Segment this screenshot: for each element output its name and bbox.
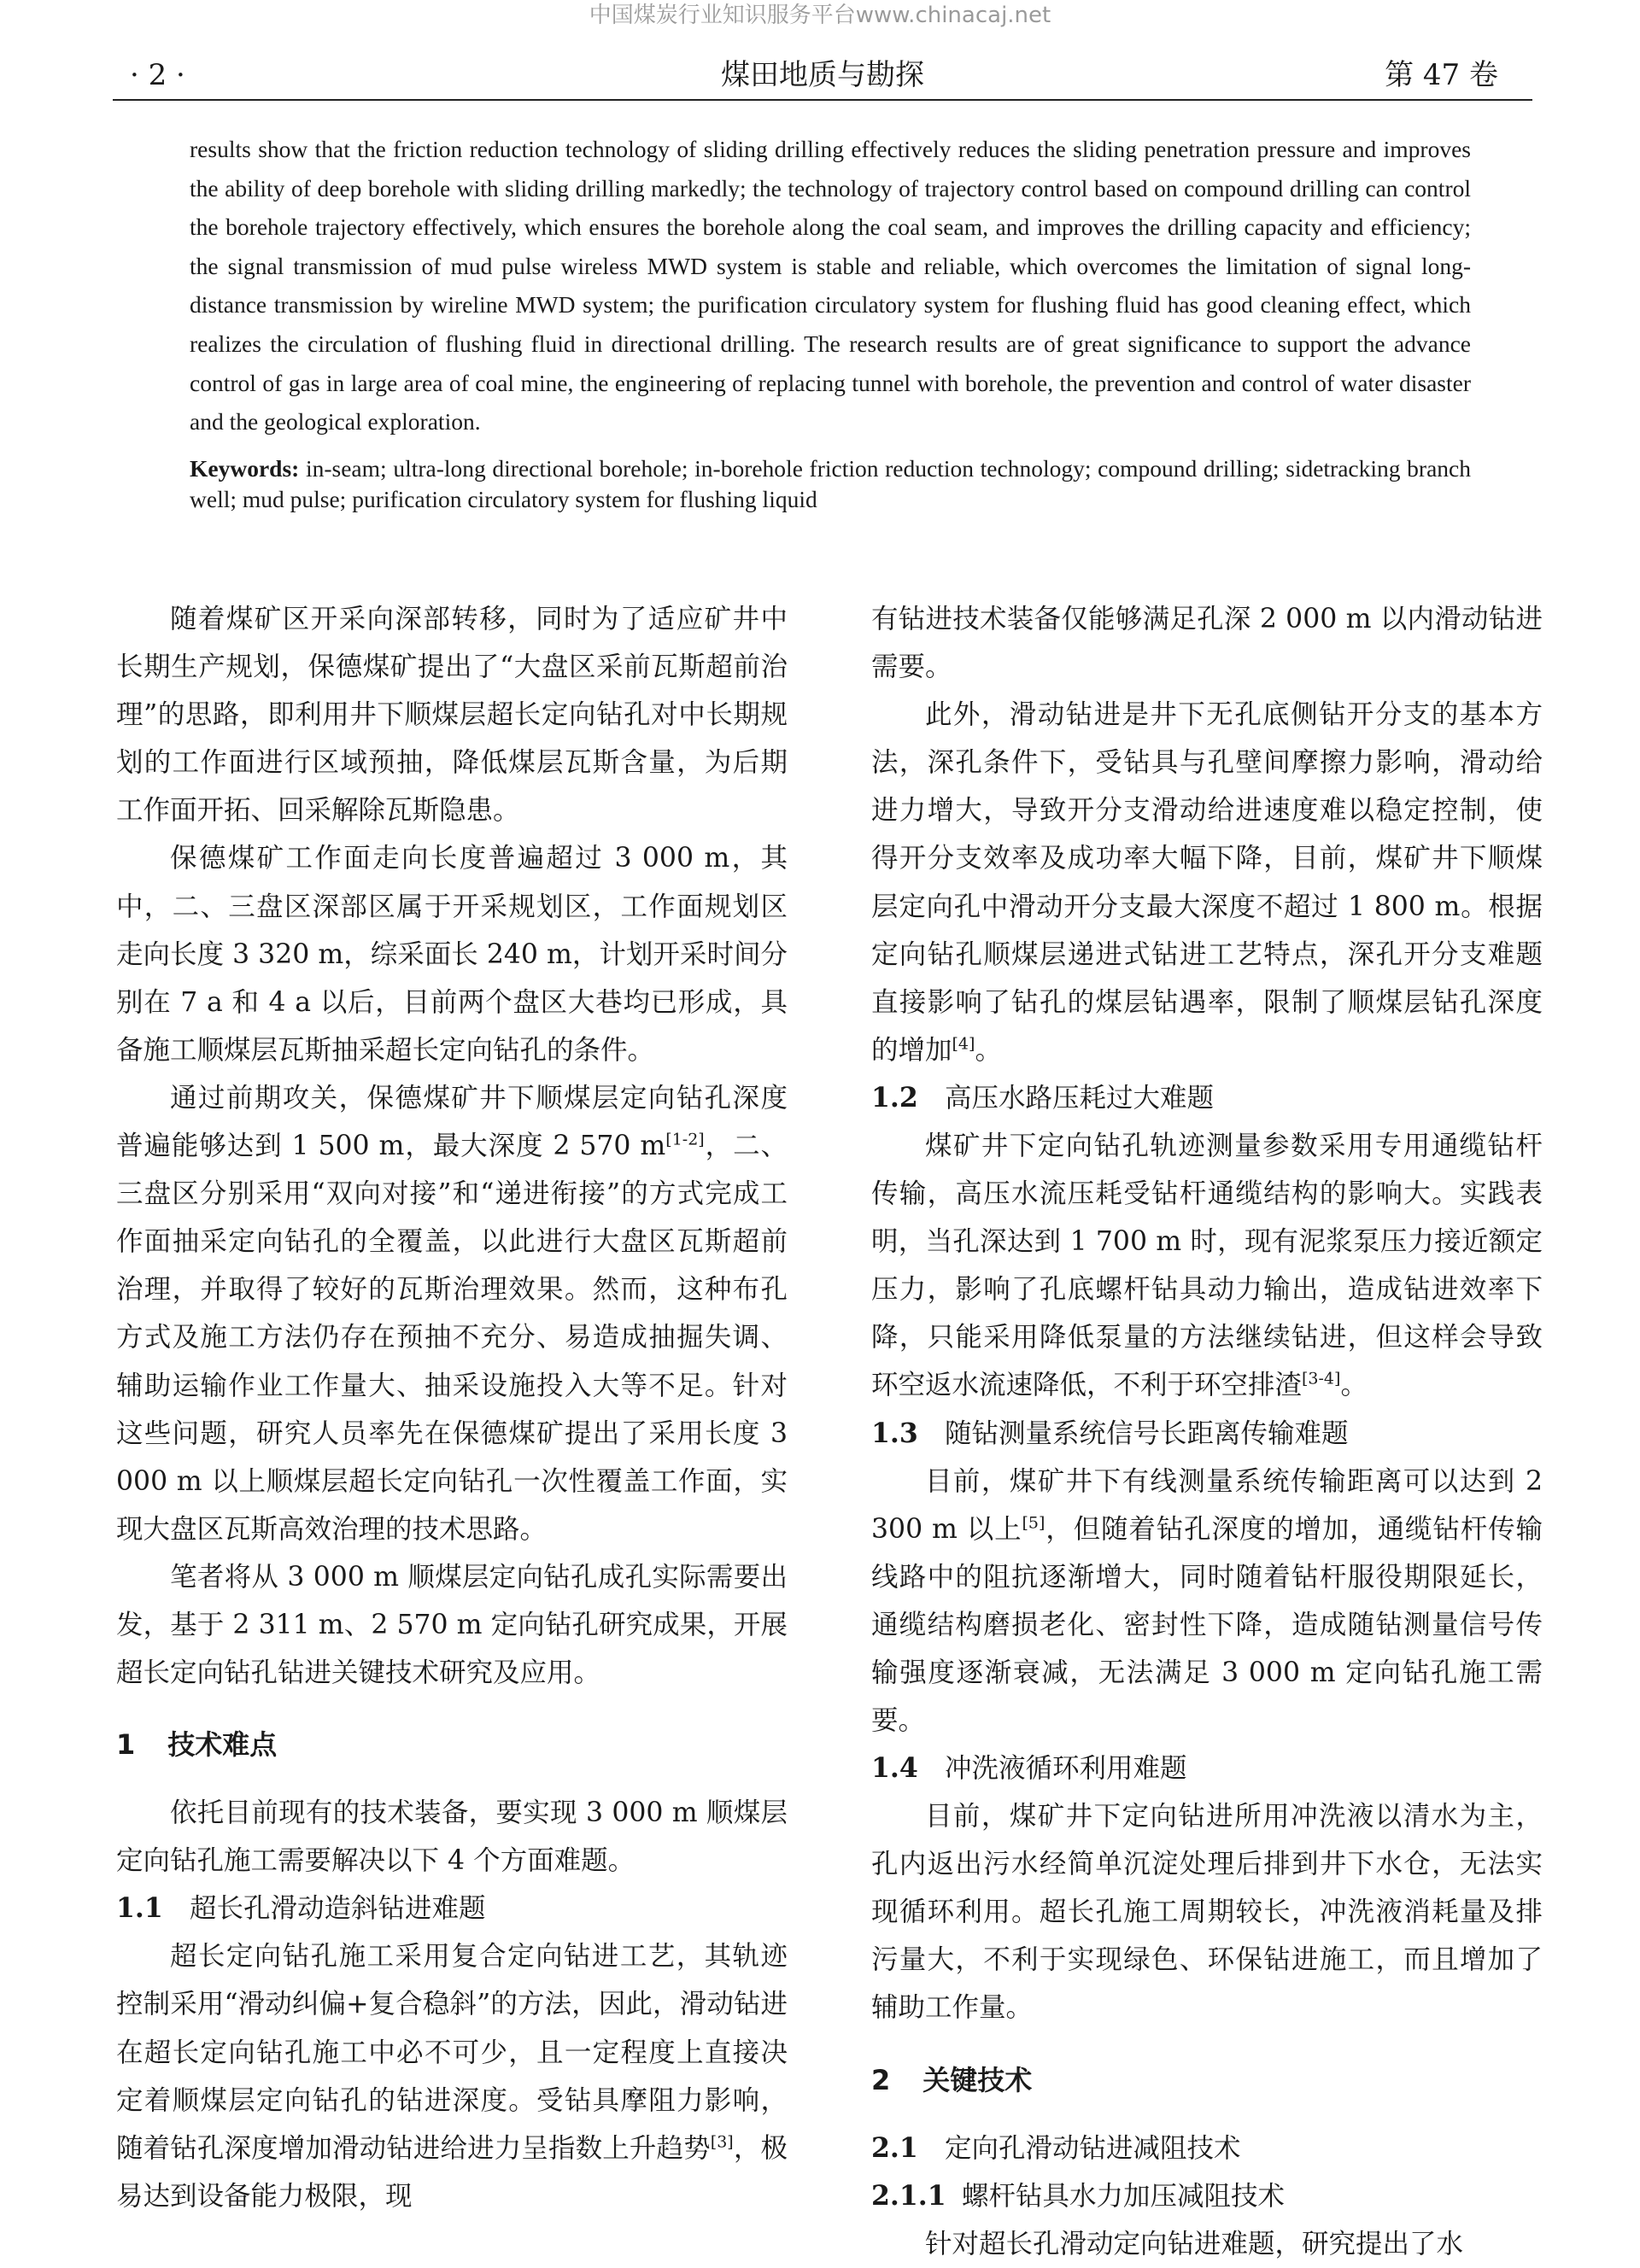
section-title: 定向孔滑动钻进减阻技术	[945, 2132, 1241, 2164]
paragraph: 笔者将从 3 000 m 顺煤层定向钻孔成孔实际需要出发，基于 2 311 m、2 570 m 定向钻孔研究成果，开展超长定向钻孔钻进关键技术研究及应用。	[116, 1561, 788, 1689]
citation: [4]	[952, 1034, 975, 1054]
paragraph	[116, 1932, 788, 2220]
paragraph: 目前，煤矿井下定向钻进所用冲洗液以清水为主，孔内返出污水经简单沉淀处理后排到井下水仓，无法实现循环利用。超长孔施工周期较长，冲洗液消耗量及排污量大，不利于实现绿色、环保钻进施工，而且增加了辅助工作量。	[871, 1801, 1543, 2024]
subsection-heading	[871, 2125, 1543, 2172]
section-number: 1.3	[871, 1417, 918, 1449]
section-number: 1.1	[116, 1892, 163, 1925]
section-title: 高压水路压耗过大难题	[945, 1082, 1215, 1114]
subsection-heading	[871, 1410, 1543, 1458]
section-title: 螺杆钻具水力加压减阻技术	[962, 2180, 1286, 2212]
paragraph-text: 目前，煤矿井下有线测量系统传输距离可以达到 2 300 m 以上	[871, 1465, 1543, 1545]
subsection-heading	[871, 1074, 1543, 1122]
section-number: 1.4	[871, 1752, 918, 1785]
right-column	[871, 595, 1543, 2268]
page-header	[113, 53, 1532, 101]
citation: [5]	[1022, 1513, 1046, 1533]
paragraph-text: 超长定向钻孔施工采用复合定向钻进工艺，其轨迹控制采用“滑动纠偏+复合稳斜”的方法，因此，滑动钻进在超长定向钻孔施工中必不可少，且一定程度上直接决定着顺煤层定向钻孔的钻进深度。受钻具摩阻力影响，随着钻孔深度增加滑动钻进给进力呈指数上升趋势	[116, 1941, 788, 2164]
citation: [3-4]	[1302, 1369, 1341, 1388]
watermark: 中国煤炭行业知识服务平台www.chinacaj.net	[589, 3, 1051, 28]
subsection-heading	[871, 1745, 1543, 1792]
english-abstract	[190, 130, 1471, 515]
paragraph-text: 。	[975, 1034, 1002, 1066]
paragraph-text: ，极易达到设备能力极限，现	[116, 2132, 788, 2212]
section-number: 1.2	[871, 1081, 918, 1114]
paragraph	[871, 691, 1543, 1074]
section-heading	[871, 2056, 1543, 2104]
paragraph-text: 通过前期攻关，保德煤矿井下顺煤层定向钻孔深度普遍能够达到 1 500 m，最大深度 2 570 m	[116, 1082, 788, 1162]
keywords-text: in-seam; ultra-long directional borehole; in-borehole friction reduction technology; compound drilling; sidetracking branch well; mud pulse; purification circulatory system for flushing liquid	[190, 454, 1471, 512]
section-title: 技术难点	[167, 1728, 278, 1762]
keywords-label: Keywords:	[190, 454, 300, 482]
subsubsection-heading	[871, 2172, 1543, 2220]
paragraph: 随着煤矿区开采向深部转移，同时为了适应矿井中长期生产规划，保德煤矿提出了“大盘区采前瓦斯超前治理”的思路，即利用井下顺煤层超长定向钻孔对中长期规划的工作面进行区域预抽，降低煤层瓦斯含量，为后期工作面开拓、回采解除瓦斯隐患。	[116, 604, 788, 827]
paragraph-text: 。	[1340, 1370, 1368, 1401]
paragraph	[116, 1074, 788, 1553]
paragraph-text: ，但随着钻孔深度的增加，通缆钻杆传输线路中的阻抗逐渐增大，同时随着钻杆服役期限延长，通缆结构磨损老化、密封性下降，造成随钻测量信号传输强度逐渐衰减，无法满足 3 000 m 定向钻孔施工需要。	[871, 1513, 1543, 1736]
section-number: 2.1.1	[871, 2179, 946, 2212]
section-number: 2.1	[871, 2131, 918, 2164]
subsection-heading	[116, 1885, 788, 1932]
paragraph: 针对超长孔滑动定向钻进难题，研究提出了水	[925, 2228, 1464, 2259]
section-heading	[116, 1721, 788, 1768]
section-title: 冲洗液循环利用难题	[945, 1753, 1187, 1785]
left-column	[116, 595, 788, 2220]
paragraph: 依托目前现有的技术装备，要实现 3 000 m 顺煤层定向钻孔施工需要解决以下 4 个方面难题。	[116, 1797, 788, 1877]
citation: [1-2]	[665, 1130, 705, 1149]
paragraph: 保德煤矿工作面走向长度普遍超过 3 000 m，其中，二、三盘区深部区属于开采规划区，工作面规划区走向长度 3 320 m，综采面长 240 m，计划开采时间分别在 7 a 和 4 a 以后，目前两个盘区大巷均已形成，具备施工顺煤层瓦斯抽采超长定向钻孔的条件。	[116, 843, 788, 1066]
section-title: 关键技术	[922, 2063, 1033, 2096]
paragraph-text: ，二、三盘区分别采用“双向对接”和“递进衔接”的方式完成工作面抽采定向钻孔的全覆盖，以此进行大盘区瓦斯超前治理，并取得了较好的瓦斯治理效果。然而，这种布孔方式及施工方法仍存在预抽不充分、易造成抽掘失调、辅助运输作业工作量大、抽采设施投入大等不足。针对这些问题，研究人员率先在保德煤矿提出了采用长度 3 000 m 以上顺煤层超长定向钻孔一次性覆盖工作面，实现大盘区瓦斯高效治理的技术思路。	[116, 1131, 788, 1545]
paragraph	[871, 1458, 1543, 1745]
section-title: 超长孔滑动造斜钻进难题	[190, 1893, 486, 1925]
section-number: 1	[116, 1728, 136, 1762]
paragraph	[871, 1122, 1543, 1410]
section-number: 2	[871, 2063, 891, 2096]
section-title: 随钻测量系统信号长距离传输难题	[945, 1418, 1349, 1449]
paragraph: 有钻进技术装备仅能够满足孔深 2 000 m 以内滑动钻进需要。	[871, 604, 1543, 683]
volume-label: 第 47 卷	[1385, 58, 1498, 92]
paragraph-text: 此外，滑动钻进是井下无孔底侧钻开分支的基本方法，深孔条件下，受钻具与孔壁间摩擦力影响，滑动给进力增大，导致开分支滑动给进速度难以稳定控制，使得开分支效率及成功率大幅下降，目前，煤矿井下顺煤层定向孔中滑动开分支最大深度不超过 1 800 m。根据定向钻孔顺煤层递进式钻进工艺特点，深孔开分支难题直接影响了钻孔的煤层钻遇率，限制了顺煤层钻孔深度的增加	[871, 699, 1543, 1066]
paragraph-text: 煤矿井下定向钻孔轨迹测量参数采用专用通缆钻杆传输，高压水流压耗受钻杆通缆结构的影响大。实践表明，当孔深达到 1 700 m 时，现有泥浆泵压力接近额定压力，影响了孔底螺杆钻具动力输出，造成钻进效率下降，只能采用降低泵量的方法继续钻进，但这样会导致环空返水流速降低，不利于环空排渣	[871, 1130, 1543, 1401]
journal-title: 煤田地质与勘探	[721, 58, 924, 92]
keywords	[190, 453, 1471, 515]
citation: [3]	[710, 2132, 734, 2152]
page-number: · 2 ·	[130, 58, 185, 92]
abstract-text: results show that the friction reduction technology of sliding drilling effectively reduces the sliding penetration pressure and improves the ability of deep borehole with sliding drilling markedly; the technology of trajectory control based on compound drilling can control the borehole trajectory effectively, which ensures the borehole along the coal seam, and improves the drilling capacity and efficiency; the signal transmission of mud pulse wireless MWD system is stable and reliable, which overcomes the limitation of signal long-distance transmission by wireline MWD system; the purification circulatory system for flushing fluid has good cleaning effect, which realizes the circulation of flushing fluid in directional drilling. The research results are of great significance to support the advance control of gas in large area of coal mine, the engineering of replacing tunnel with borehole, the prevention and control of water disaster and the geological exploration.	[190, 136, 1471, 435]
